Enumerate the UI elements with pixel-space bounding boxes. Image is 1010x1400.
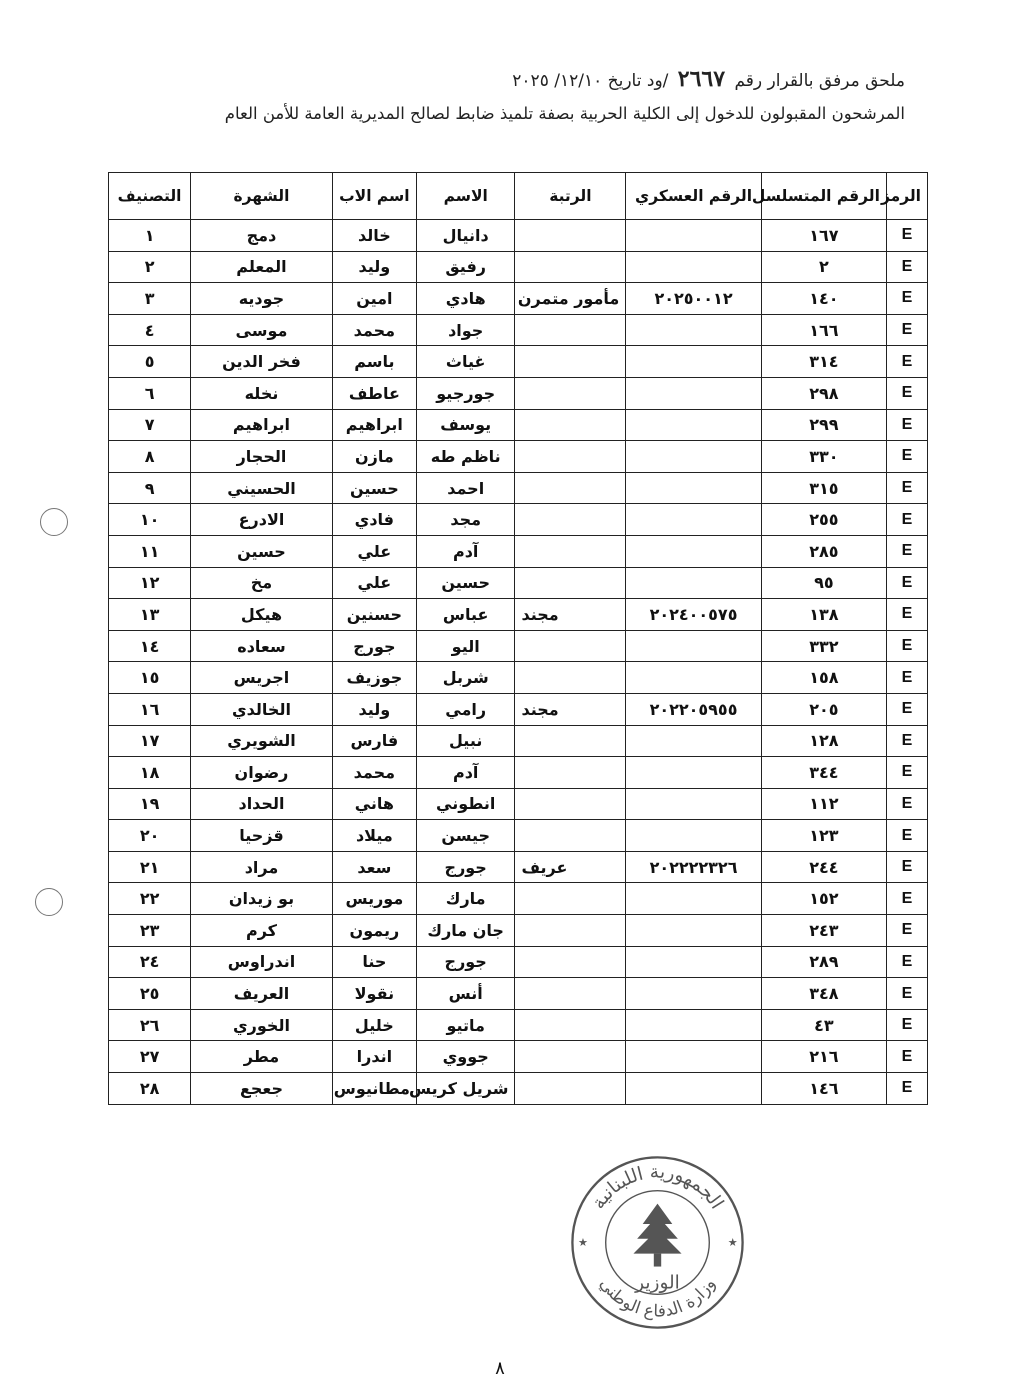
table-row <box>109 220 928 252</box>
military-number-cell <box>626 946 761 978</box>
military-number-cell <box>626 757 761 789</box>
military-number-cell <box>626 915 761 947</box>
table-row <box>109 472 928 504</box>
father-name-cell: خليل <box>332 1009 416 1041</box>
seal-bottom-text: وزارة الدفاع الوطني <box>596 1274 719 1321</box>
code-cell: E <box>886 630 927 662</box>
code-cell: E <box>886 725 927 757</box>
table-row <box>109 535 928 567</box>
classification-cell: ٦ <box>109 377 191 409</box>
father-name-cell: محمد <box>332 757 416 789</box>
serial-number-cell: ٢٤٤ <box>761 851 886 883</box>
classification-cell: ١٣ <box>109 599 191 631</box>
serial-number-cell: ١١٢ <box>761 788 886 820</box>
serial-number-cell: ١٢٣ <box>761 820 886 852</box>
classification-cell: ٤ <box>109 314 191 346</box>
rank-cell <box>515 220 626 252</box>
serial-number-cell: ٢٨٥ <box>761 535 886 567</box>
rank-cell <box>515 788 626 820</box>
column-header: الرمز <box>886 173 927 220</box>
rank-cell <box>515 314 626 346</box>
father-name-cell: نقولا <box>332 978 416 1010</box>
surname-cell: اندراوس <box>191 946 333 978</box>
rank-cell <box>515 251 626 283</box>
rank-cell: مأمور متمرن <box>515 283 626 315</box>
code-cell: E <box>886 409 927 441</box>
rank-cell <box>515 725 626 757</box>
classification-cell: ٢٤ <box>109 946 191 978</box>
military-number-cell: ٢٠٢٥٠٠١٢ <box>626 283 761 315</box>
father-name-cell: حسنين <box>332 599 416 631</box>
surname-cell: الحداد <box>191 788 333 820</box>
first-name-cell: جورج <box>416 851 515 883</box>
code-cell: E <box>886 251 927 283</box>
binder-hole <box>40 508 68 536</box>
classification-cell: ١٠ <box>109 504 191 536</box>
rank-cell <box>515 535 626 567</box>
serial-number-cell: ٢٠٥ <box>761 693 886 725</box>
rank-cell: مجند <box>515 599 626 631</box>
military-number-cell: ٢٠٢٢٠٥٩٥٥ <box>626 693 761 725</box>
surname-cell: رضوان <box>191 757 333 789</box>
column-header: التصنيف <box>109 173 191 220</box>
column-header: الرقم المتسلسل <box>761 173 886 220</box>
serial-number-cell: ٢٩٩ <box>761 409 886 441</box>
code-cell: E <box>886 377 927 409</box>
military-number-cell <box>626 1073 761 1105</box>
surname-cell: جعجع <box>191 1073 333 1105</box>
first-name-cell: رفيق <box>416 251 515 283</box>
surname-cell: الحجار <box>191 441 333 473</box>
rank-cell <box>515 1041 626 1073</box>
seal-outer-text: الجمهورية اللبنانية <box>587 1161 728 1214</box>
rank-cell <box>515 567 626 599</box>
code-cell: E <box>886 599 927 631</box>
classification-cell: ٢٦ <box>109 1009 191 1041</box>
first-name-cell: احمد <box>416 472 515 504</box>
table-row <box>109 1041 928 1073</box>
rank-cell <box>515 946 626 978</box>
code-cell: E <box>886 883 927 915</box>
father-name-cell: اندرا <box>332 1041 416 1073</box>
classification-cell: ١٨ <box>109 757 191 789</box>
surname-cell: مخ <box>191 567 333 599</box>
serial-number-cell: ١٦٦ <box>761 314 886 346</box>
first-name-cell: ماتيو <box>416 1009 515 1041</box>
surname-cell: سعاده <box>191 630 333 662</box>
classification-cell: ١٤ <box>109 630 191 662</box>
father-name-cell: ابراهيم <box>332 409 416 441</box>
classification-cell: ٩ <box>109 472 191 504</box>
father-name-cell: جوزيف <box>332 662 416 694</box>
military-number-cell <box>626 978 761 1010</box>
classification-cell: ١٧ <box>109 725 191 757</box>
father-name-cell: ميلاد <box>332 820 416 852</box>
code-cell: E <box>886 567 927 599</box>
serial-number-cell: ١٥٢ <box>761 883 886 915</box>
code-cell: E <box>886 346 927 378</box>
first-name-cell: مجد <box>416 504 515 536</box>
first-name-cell: ناظم طه <box>416 441 515 473</box>
first-name-cell: أنس <box>416 978 515 1010</box>
rank-cell <box>515 757 626 789</box>
classification-cell: ٢٠ <box>109 820 191 852</box>
code-cell: E <box>886 535 927 567</box>
code-cell: E <box>886 820 927 852</box>
rank-cell: عريف <box>515 851 626 883</box>
classification-cell: ١٩ <box>109 788 191 820</box>
first-name-cell: اليو <box>416 630 515 662</box>
military-number-cell <box>626 630 761 662</box>
father-name-cell: علي <box>332 567 416 599</box>
military-number-cell <box>626 567 761 599</box>
serial-number-cell: ٣١٥ <box>761 472 886 504</box>
table-row <box>109 757 928 789</box>
serial-number-cell: ٣٣٢ <box>761 630 886 662</box>
decision-reference-line <box>100 66 905 92</box>
classification-cell: ٢٢ <box>109 883 191 915</box>
father-name-cell: حسين <box>332 472 416 504</box>
father-name-cell: فارس <box>332 725 416 757</box>
table-row <box>109 883 928 915</box>
surname-cell: الادرع <box>191 504 333 536</box>
surname-cell: فخر الدين <box>191 346 333 378</box>
code-cell: E <box>886 283 927 315</box>
rank-cell <box>515 504 626 536</box>
surname-cell: موسى <box>191 314 333 346</box>
surname-cell: الخالدي <box>191 693 333 725</box>
table-row <box>109 693 928 725</box>
first-name-cell: جيسن <box>416 820 515 852</box>
surname-cell: اجريس <box>191 662 333 694</box>
military-number-cell <box>626 441 761 473</box>
rank-cell <box>515 915 626 947</box>
surname-cell: مراد <box>191 851 333 883</box>
column-header: الاسم <box>416 173 515 220</box>
first-name-cell: آدم <box>416 757 515 789</box>
military-number-cell <box>626 662 761 694</box>
surname-cell: بو زيدان <box>191 883 333 915</box>
first-name-cell: شربل <box>416 662 515 694</box>
serial-number-cell: ٢٥٥ <box>761 504 886 536</box>
surname-cell: دمج <box>191 220 333 252</box>
surname-cell: نخله <box>191 377 333 409</box>
classification-cell: ٧ <box>109 409 191 441</box>
code-cell: E <box>886 220 927 252</box>
table-row <box>109 851 928 883</box>
first-name-cell: يوسف <box>416 409 515 441</box>
classification-cell: ١٢ <box>109 567 191 599</box>
serial-number-cell: ٣١٤ <box>761 346 886 378</box>
table-row <box>109 946 928 978</box>
binder-hole <box>35 888 63 916</box>
father-name-cell: ريمون <box>332 915 416 947</box>
father-name-cell: علي <box>332 535 416 567</box>
surname-cell: العريف <box>191 978 333 1010</box>
surname-cell: ابراهيم <box>191 409 333 441</box>
code-cell: E <box>886 1009 927 1041</box>
serial-number-cell: ١٥٨ <box>761 662 886 694</box>
father-name-cell: وليد <box>332 251 416 283</box>
father-name-cell: عاطف <box>332 377 416 409</box>
rank-cell <box>515 441 626 473</box>
military-number-cell <box>626 472 761 504</box>
serial-number-cell: ٢١٦ <box>761 1041 886 1073</box>
table-row <box>109 314 928 346</box>
classification-cell: ٢٣ <box>109 915 191 947</box>
table-row <box>109 788 928 820</box>
table-row <box>109 283 928 315</box>
first-name-cell: جورج <box>416 946 515 978</box>
table-row <box>109 978 928 1010</box>
table-body <box>109 220 928 1105</box>
classification-cell: ٥ <box>109 346 191 378</box>
classification-cell: ٢٨ <box>109 1073 191 1105</box>
surname-cell: كرم <box>191 915 333 947</box>
military-number-cell <box>626 409 761 441</box>
first-name-cell: غياث <box>416 346 515 378</box>
father-name-cell: محمد <box>332 314 416 346</box>
table-row <box>109 662 928 694</box>
classification-cell: ٢٧ <box>109 1041 191 1073</box>
column-header: الشهرة <box>191 173 333 220</box>
military-number-cell <box>626 725 761 757</box>
code-cell: E <box>886 314 927 346</box>
code-cell: E <box>886 946 927 978</box>
serial-number-cell: ٢٩٨ <box>761 377 886 409</box>
father-name-cell: وليد <box>332 693 416 725</box>
father-name-cell: مازن <box>332 441 416 473</box>
cedar-tree-icon <box>633 1204 681 1267</box>
serial-number-cell: ٣٤٤ <box>761 757 886 789</box>
father-name-cell: موريس <box>332 883 416 915</box>
table-header-row <box>109 173 928 220</box>
military-number-cell <box>626 535 761 567</box>
surname-cell: الخوري <box>191 1009 333 1041</box>
code-cell: E <box>886 441 927 473</box>
father-name-cell: جورج <box>332 630 416 662</box>
father-name-cell: هاني <box>332 788 416 820</box>
table-row <box>109 1073 928 1105</box>
code-cell: E <box>886 472 927 504</box>
table-row <box>109 1009 928 1041</box>
father-name-cell: مطانيوس <box>332 1073 416 1105</box>
rank-cell <box>515 883 626 915</box>
rank-cell <box>515 978 626 1010</box>
code-cell: E <box>886 1073 927 1105</box>
military-number-cell <box>626 883 761 915</box>
military-number-cell <box>626 820 761 852</box>
star-icon: ★ <box>577 1236 588 1250</box>
candidates-table <box>108 172 928 1105</box>
first-name-cell: شريل كريس <box>416 1073 515 1105</box>
code-cell: E <box>886 978 927 1010</box>
military-number-cell: ٢٠٢٤٠٠٥٧٥ <box>626 599 761 631</box>
rank-cell <box>515 409 626 441</box>
first-name-cell: عباس <box>416 599 515 631</box>
rank-cell <box>515 346 626 378</box>
classification-cell: ١٦ <box>109 693 191 725</box>
table-row <box>109 504 928 536</box>
classification-cell: ١٥ <box>109 662 191 694</box>
classification-cell: ٨ <box>109 441 191 473</box>
classification-cell: ١ <box>109 220 191 252</box>
table-row <box>109 915 928 947</box>
code-cell: E <box>886 1041 927 1073</box>
code-cell: E <box>886 662 927 694</box>
father-name-cell: باسم <box>332 346 416 378</box>
column-header: اسم الاب <box>332 173 416 220</box>
father-name-cell: فادي <box>332 504 416 536</box>
code-cell: E <box>886 851 927 883</box>
rank-cell <box>515 377 626 409</box>
table-row <box>109 346 928 378</box>
first-name-cell: دانيال <box>416 220 515 252</box>
table-row <box>109 630 928 662</box>
table-row <box>109 441 928 473</box>
surname-cell: قزحيا <box>191 820 333 852</box>
surname-cell: حسين <box>191 535 333 567</box>
table-row <box>109 251 928 283</box>
code-cell: E <box>886 788 927 820</box>
first-name-cell: حسين <box>416 567 515 599</box>
military-number-cell <box>626 314 761 346</box>
military-number-cell: ٢٠٢٢٢٢٣٢٦ <box>626 851 761 883</box>
first-name-cell: نبيل <box>416 725 515 757</box>
military-number-cell <box>626 1009 761 1041</box>
serial-number-cell: ١٢٨ <box>761 725 886 757</box>
first-name-cell: مارك <box>416 883 515 915</box>
code-cell: E <box>886 915 927 947</box>
column-header: الرقم العسكري <box>626 173 761 220</box>
surname-cell: الحسيني <box>191 472 333 504</box>
surname-cell: المعلم <box>191 251 333 283</box>
ministry-seal <box>565 1150 750 1335</box>
father-name-cell: سعد <box>332 851 416 883</box>
table-row <box>109 725 928 757</box>
table-row <box>109 377 928 409</box>
rank-cell <box>515 1073 626 1105</box>
first-name-cell: آدم <box>416 535 515 567</box>
code-cell: E <box>886 504 927 536</box>
rank-cell <box>515 472 626 504</box>
surname-cell: مطر <box>191 1041 333 1073</box>
classification-cell: ٢ <box>109 251 191 283</box>
serial-number-cell: ٤٣ <box>761 1009 886 1041</box>
classification-cell: ٢٥ <box>109 978 191 1010</box>
military-number-cell <box>626 220 761 252</box>
father-name-cell: امين <box>332 283 416 315</box>
serial-number-cell: ٢٤٣ <box>761 915 886 947</box>
classification-cell: ١١ <box>109 535 191 567</box>
military-number-cell <box>626 1041 761 1073</box>
serial-number-cell: ٩٥ <box>761 567 886 599</box>
serial-number-cell: ٢٨٩ <box>761 946 886 978</box>
serial-number-cell: ١٦٧ <box>761 220 886 252</box>
father-name-cell: خالد <box>332 220 416 252</box>
first-name-cell: جواد <box>416 314 515 346</box>
first-name-cell: جووي <box>416 1041 515 1073</box>
decision-date: /ود تاريخ ١٢/١٠/ ٢٠٢٥ <box>512 71 669 91</box>
handwritten-decision-number: ٢٦٦٧ <box>677 66 726 92</box>
code-cell: E <box>886 693 927 725</box>
rank-cell <box>515 630 626 662</box>
rank-cell: مجند <box>515 693 626 725</box>
serial-number-cell: ٢ <box>761 251 886 283</box>
first-name-cell: جان مارك <box>416 915 515 947</box>
code-cell: E <box>886 757 927 789</box>
document-subtitle: المرشحون المقبولون للدخول إلى الكلية الحربية بصفة تلميذ ضابط لصالح المديرية العامة للأمن العام <box>224 104 905 123</box>
surname-cell: هيكل <box>191 599 333 631</box>
classification-cell: ٣ <box>109 283 191 315</box>
page-number: ٨ <box>495 1358 505 1379</box>
first-name-cell: رامي <box>416 693 515 725</box>
star-icon: ★ <box>727 1236 738 1250</box>
serial-number-cell: ١٣٨ <box>761 599 886 631</box>
military-number-cell <box>626 377 761 409</box>
military-number-cell <box>626 251 761 283</box>
seal-inner-text: الوزير <box>635 1272 680 1294</box>
decision-label: ملحق مرفق بالقرار رقم <box>734 71 905 91</box>
first-name-cell: جورجيو <box>416 377 515 409</box>
military-number-cell <box>626 504 761 536</box>
rank-cell <box>515 820 626 852</box>
table-row <box>109 820 928 852</box>
father-name-cell: حنا <box>332 946 416 978</box>
first-name-cell: انطوني <box>416 788 515 820</box>
surname-cell: جوديه <box>191 283 333 315</box>
first-name-cell: هادي <box>416 283 515 315</box>
table-row <box>109 599 928 631</box>
surname-cell: الشويري <box>191 725 333 757</box>
serial-number-cell: ٣٣٠ <box>761 441 886 473</box>
serial-number-cell: ٣٤٨ <box>761 978 886 1010</box>
classification-cell: ٢١ <box>109 851 191 883</box>
rank-cell <box>515 1009 626 1041</box>
military-number-cell <box>626 346 761 378</box>
table-row <box>109 409 928 441</box>
serial-number-cell: ١٤٦ <box>761 1073 886 1105</box>
column-header: الرتبة <box>515 173 626 220</box>
table-row <box>109 567 928 599</box>
serial-number-cell: ١٤٠ <box>761 283 886 315</box>
military-number-cell <box>626 788 761 820</box>
rank-cell <box>515 662 626 694</box>
